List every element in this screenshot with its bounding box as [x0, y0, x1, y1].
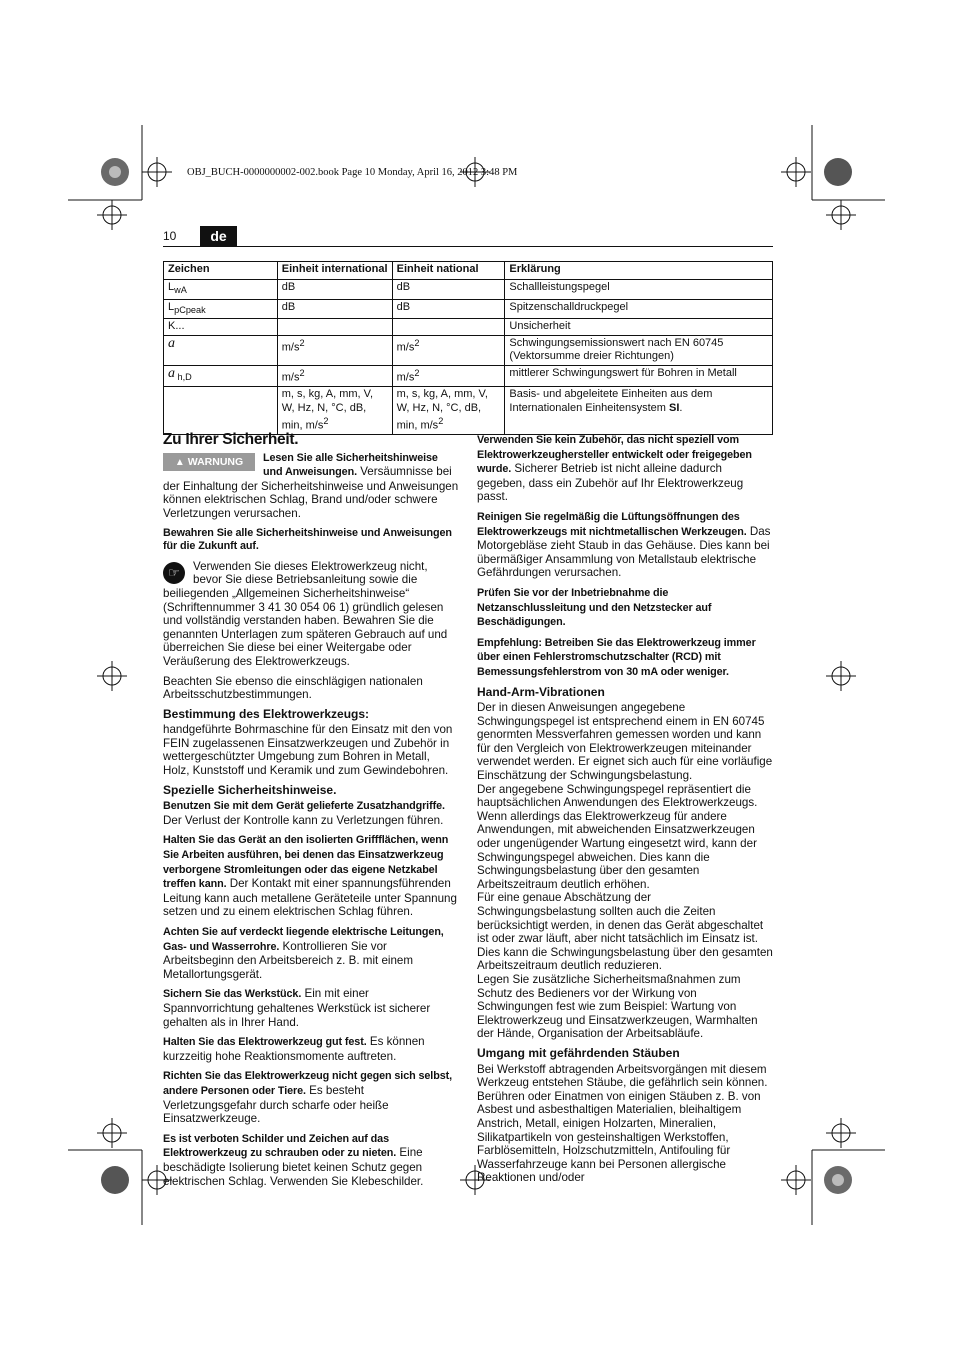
intl-unit-cell: m, s, kg, A, mm, V, W, Hz, N, °C, dB, min, $m/s^2$	[277, 387, 392, 435]
warning-triangle-icon: ▲	[174, 456, 185, 468]
explanation-cell: Basis- und abgeleitete Einheiten aus dem Internationalen Einheitensystem SI.	[505, 387, 773, 435]
table-row	[164, 299, 773, 319]
table-header-cell: Einheit national	[392, 262, 505, 280]
read-manual-icon: ☞	[163, 562, 185, 584]
intl-unit-cell	[277, 319, 392, 336]
purpose-text: handgeführte Bohrmaschine für den Einsatz mit den von FEIN zugelassenen Einsatzwerkzeugen und Zubehör in wettergeschützter Umgebung zum Bohren in Metall, Holz, Kunststoff und Keramik und zum Gewindebohren.	[163, 723, 453, 778]
vibration-paragraph: Der angegebene Schwingungspegel repräsentiert die hauptsächlichen Anwendungen des Elektrowerkzeugs. Wenn allerdings das Elektrowerkzeug für andere Anwendungen, mit abweichenden Einsatzwerkzeugen oder ungenügender Wartung eingesetzt wird, kann der Schwingungspegel abweichen. Dies kann die Schwingungsbelastung über den gesamten Arbeitszeitraum deutlich erhöhen.	[477, 782, 758, 891]
vibration-paragraph: Legen Sie zusätzliche Sicherheitsmaßnahmen zum Schutz des Bedieners vor der Wirkung von Schwingungen fest wie zum Beispiel: Wartung von Elektrowerkzeug und Einsatzwerkzeugen, Warmhalten der Hände, Organisation der Arbeitsabläufe.	[477, 972, 758, 1041]
symbol-cell: $L_{wA}$	[164, 280, 278, 300]
table-header-cell: Zeichen	[164, 262, 278, 280]
natl-unit-cell: $m/s^2$	[392, 335, 505, 365]
intl-unit-cell: dB	[277, 280, 392, 300]
dust-heading: Umgang mit gefährdenden Stäuben	[477, 1045, 680, 1060]
safety-item: Es ist verboten Schilder und Zeichen auf das Elektrowerkzeug zu schrauben oder zu nieten. Eine beschädigte Isolierung bietet keinen Schutz gegen elektrischen Schlag. Verwenden Sie Klebeschilder.	[163, 1132, 424, 1188]
explanation-cell: mittlerer Schwingungswert für Bohren in Metall	[505, 365, 773, 386]
intl-unit-cell: $m/s^2$	[277, 335, 392, 365]
symbol-cell: a	[164, 335, 278, 365]
table-header-row	[164, 262, 773, 280]
natl-unit-cell: dB	[392, 299, 505, 319]
right-column	[477, 433, 773, 1191]
symbol-cell	[164, 387, 278, 435]
warning-paragraph: ▲ WARNUNG Lesen Sie alle Sicherheitshinweise und Anweisungen. Versäumnisse bei der Einhaltung der Sicherheitshinweise und Anweisungen können elektrischen Schlag, Brand und/oder schwere Verletzungen verursachen.	[163, 451, 459, 520]
safety-item: Benutzen Sie mit dem Gerät gelieferte Zusatzhandgriffe. Der Verlust der Kontrolle kann zu Verletzungen führen.	[163, 800, 445, 827]
table-row	[164, 319, 773, 336]
dust-text: Bei Werkstoff abtragenden Arbeitsvorgängen mit diesem Werkzeug entstehen Stäube, die gefährlich sein können. Berühren oder Einatmen von einigen Stäuben z. B. von Asbest und asbesthaltigen Materialien, bleihaltigem Anstrich, Metall, einigen Holzarten, Mineralien, Silikatpartikeln von gesteinshaltigen Werkstoffen, Farblösemitteln, Holzschutzmitteln, Antifouling für Wasserfahrzeuge kann bei Personen allergische Reaktionen und/oder	[477, 1062, 768, 1185]
symbol-cell: $L_{pCpeak}$	[164, 299, 278, 319]
symbol-cell: K...	[164, 319, 278, 336]
print-header: OBJ_BUCH-0000000002-002.book Page 10 Monday, April 16, 2012 3:48 PM	[187, 167, 518, 178]
left-column	[163, 433, 459, 1194]
safety-item: Prüfen Sie vor der Inbetriebnahme die Netzanschlussleitung und den Netzstecker auf Beschädigungen.	[477, 586, 712, 629]
read-manual-paragraph: ☞ Verwenden Sie dieses Elektrowerkzeug nicht, bevor Sie diese Betriebsanleitung sowie die beiliegenden „Allgemeinen Sicherheitshinweise“ (Schriftennummer 3 41 30 054 06 1) gründlich gelesen und vollständig verstanden haben. Bewahren Sie die genannten Unterlagen zum späteren Gebrauch auf und überreichen Sie diese bei einer Weitergabe oder Veräußerung des Elektrowerkzeugs.	[163, 559, 448, 668]
explanation-cell: Schallleistungspegel	[505, 280, 773, 300]
safety-item: Empfehlung: Betreiben Sie das Elektrowerkzeug immer über einen Fehlerstromschutzschalter (RCD) mit Bemessungsfehlerstrom von 30 mA oder weniger.	[477, 636, 756, 678]
natl-unit-cell	[392, 319, 505, 336]
table-row	[164, 387, 773, 435]
natl-unit-cell: dB	[392, 280, 505, 300]
safety-item: Sichern Sie das Werkstück. Ein mit einer Spannvorrichtung gehaltenes Werkstück ist sicherer gehalten als in Ihrer Hand.	[163, 987, 431, 1029]
symbol-cell: a $_{h,D}$	[164, 365, 278, 386]
purpose-heading: Bestimmung des Elektrowerkzeugs:	[163, 706, 370, 721]
warning-badge: ▲ WARNUNG	[163, 453, 255, 471]
safety-item: Halten Sie das Elektrowerkzeug gut fest. Es können kurzzeitig hohe Reaktionsmomente auftreten.	[163, 1035, 425, 1063]
national-rules: Beachten Sie ebenso die einschlägigen nationalen Arbeitsschutzbestimmungen.	[163, 674, 423, 702]
intl-unit-cell: $m/s^2$	[277, 365, 392, 386]
table-row	[164, 335, 773, 365]
safety-item: Richten Sie das Elektrowerkzeug nicht gegen sich selbst, andere Personen oder Tiere. Es besteht Verletzungsgefahr durch scharfe oder heiße Einsatzwerkzeuge.	[163, 1070, 453, 1126]
table-row	[164, 280, 773, 300]
table-header-cell: Einheit international	[277, 262, 392, 280]
table-row	[164, 365, 773, 386]
units-table	[163, 261, 773, 435]
explanation-cell: Unsicherheit	[505, 319, 773, 336]
safety-item: Verwenden Sie kein Zubehör, das nicht speziell vom Elektrowerkzeughersteller entwickelt oder freigegeben wurde. Sicherer Betrieb ist nicht alleine dadurch gegeben, dass ein Zubehör auf Ihr Elektrowerkzeug passt.	[477, 434, 752, 504]
page-number: 10	[163, 229, 177, 243]
vibration-paragraph: Für eine genaue Abschätzung der Schwingungsbelastung sollten auch die Zeiten berücksichtigt werden, in denen das Gerät abgeschaltet ist oder zwar läuft, aber nicht tatsächlich im Einsatz ist. Dies kann die Schwingungsbelastung über den gesamten Arbeitszeitraum deutlich reduzieren.	[477, 891, 773, 973]
safety-item: Achten Sie auf verdeckt liegende elektrische Leitungen, Gas- und Wasserrohre. Kontrollieren Sie vor Arbeitsbeginn den Arbeitsbereich z. B. mit einem Metallortungsgerät.	[163, 926, 444, 981]
keep-instructions: Bewahren Sie alle Sicherheitshinweise und Anweisungen für die Zukunft auf.	[163, 526, 452, 553]
explanation-cell: Schwingungsemissionswert nach EN 60745 (Vektorsumme dreier Richtungen)	[505, 335, 773, 365]
language-tab: de	[200, 226, 237, 246]
special-heading: Spezielle Sicherheitshinweise.	[163, 782, 337, 797]
intl-unit-cell: dB	[277, 299, 392, 319]
vibration-heading: Hand-Arm-Vibrationen	[477, 684, 605, 699]
natl-unit-cell: m, s, kg, A, mm, V, W, Hz, N, °C, dB, min, $m/s^2$	[392, 387, 505, 435]
table-header-cell: Erklärung	[505, 262, 773, 280]
safety-item: Reinigen Sie regelmäßig die Lüftungsöffnungen des Elektrowerkzeugs mit nichtmetallischen Werkzeugen. Das Motorgebläse zieht Staub in das Gehäuse. Dies kann bei übermäßiger Ansammlung von Metallstaub elektrische Gefährdungen verursachen.	[477, 510, 771, 580]
section-title: Zu Ihrer Sicherheit.	[163, 431, 299, 448]
natl-unit-cell: $m/s^2$	[392, 365, 505, 386]
header-rule	[163, 246, 773, 247]
safety-item: Halten Sie das Gerät an den isolierten Griffflächen, wenn Sie Arbeiten ausführen, bei denen das Einsatzwerkzeug verborgene Stromleitungen oder das eigene Netzkabel treffen kann. Der Kontakt mit einer spannungsführenden Leitung kann auch metallene Geräteteile unter Spannung setzen und zu einem elektrischen Schlag führen.	[163, 834, 457, 919]
vibration-paragraph: Der in diesen Anweisungen angegebene Schwingungspegel ist entsprechend einem in EN 60745 genormten Messverfahren gemessen worden und kann für den Vergleich von Elektrowerkzeugen miteinander verwendet werden. Er eignet sich auch für eine vorläufige Einschätzung der Schwingungsbelastung.	[477, 701, 773, 783]
explanation-cell: Spitzenschalldruckpegel	[505, 299, 773, 319]
